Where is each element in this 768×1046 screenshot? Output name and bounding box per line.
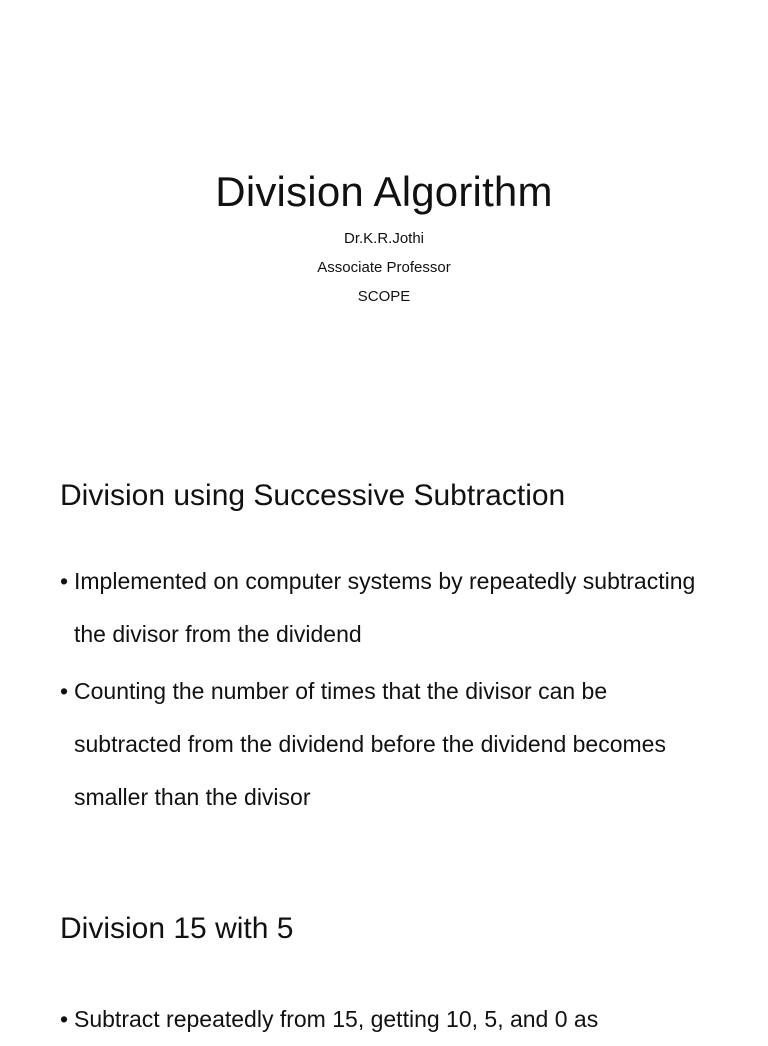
slide-title: Division Algorithm [215, 168, 553, 215]
bullet-text: Implemented on computer systems by repeatedly subtracting the divisor from the dividend [74, 568, 696, 647]
bullet-icon: • [60, 1006, 69, 1032]
bullet-item [60, 665, 720, 824]
slide-heading: Division 15 with 5 [60, 912, 294, 945]
author-position: Associate Professor [317, 259, 451, 276]
successive-subtraction-slide [0, 400, 768, 820]
bullet-item [60, 555, 720, 661]
bullet-text: Subtract repeatedly from 15, getting 10, 5, and 0 as [74, 1006, 599, 1032]
bullet-item [60, 993, 720, 1046]
bullet-icon: • [60, 678, 69, 704]
author-department: SCOPE [357, 288, 411, 305]
author-name: Dr.K.R.Jothi [343, 230, 425, 247]
bullet-icon: • [60, 568, 69, 594]
division-example-slide [0, 880, 768, 1032]
title-slide [0, 0, 768, 400]
bullet-text: Counting the number of times that the divisor can be subtracted from the dividend before the dividend becomes smaller than the divisor [74, 678, 666, 810]
slide-heading: Division using Successive Subtraction [60, 479, 566, 512]
